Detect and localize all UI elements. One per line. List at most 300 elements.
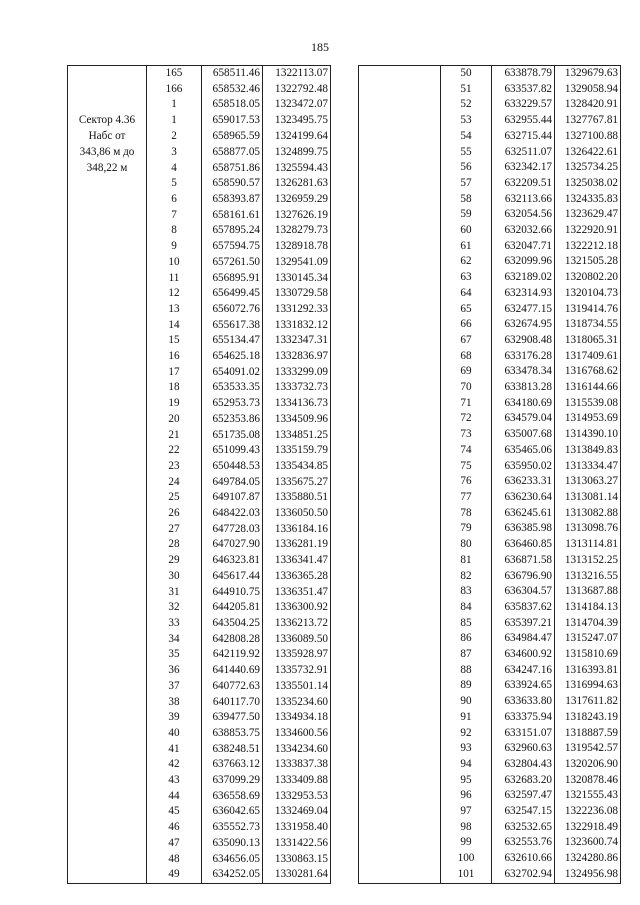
y-coordinate: 1335675.27 xyxy=(263,475,331,491)
table-row xyxy=(68,537,331,553)
x-coordinate: 648422.03 xyxy=(202,506,263,522)
point-number: 12 xyxy=(147,286,202,302)
table-row xyxy=(68,742,331,758)
table-row xyxy=(359,726,621,742)
table-row xyxy=(359,223,621,239)
sector-cell xyxy=(68,271,147,287)
y-coordinate: 1330729.58 xyxy=(263,286,331,302)
x-coordinate: 636796.90 xyxy=(492,569,555,585)
point-number: 59 xyxy=(441,207,492,223)
sector-cell xyxy=(359,66,441,82)
point-number: 96 xyxy=(441,788,492,804)
y-coordinate: 1336213.72 xyxy=(263,616,331,632)
point-number: 82 xyxy=(441,569,492,585)
sector-cell xyxy=(359,835,441,851)
x-coordinate: 633633.80 xyxy=(492,694,555,710)
sector-cell xyxy=(359,694,441,710)
point-number: 90 xyxy=(441,694,492,710)
table-row xyxy=(68,176,331,192)
sector-cell xyxy=(359,741,441,757)
sector-cell xyxy=(68,333,147,349)
point-number: 56 xyxy=(441,160,492,176)
point-number: 22 xyxy=(147,443,202,459)
y-coordinate: 1334136.73 xyxy=(263,396,331,412)
table-row xyxy=(359,145,621,161)
table-row xyxy=(359,851,621,867)
x-coordinate: 636304.57 xyxy=(492,584,555,600)
y-coordinate: 1316768.62 xyxy=(555,364,621,380)
sector-cell xyxy=(68,82,147,98)
point-number: 69 xyxy=(441,364,492,380)
table-row xyxy=(359,710,621,726)
table-row xyxy=(359,443,621,459)
y-coordinate: 1316393.81 xyxy=(555,663,621,679)
sector-cell xyxy=(68,647,147,663)
y-coordinate: 1322113.07 xyxy=(263,66,331,82)
table-row xyxy=(359,694,621,710)
sector-cell xyxy=(359,459,441,475)
sector-cell xyxy=(68,600,147,616)
y-coordinate: 1321505.28 xyxy=(555,254,621,270)
sector-cell xyxy=(359,616,441,632)
sector-cell xyxy=(359,82,441,98)
point-number: 73 xyxy=(441,427,492,443)
y-coordinate: 1325038.02 xyxy=(555,176,621,192)
point-number: 85 xyxy=(441,616,492,632)
x-coordinate: 658532.46 xyxy=(202,82,263,98)
sector-cell xyxy=(68,239,147,255)
x-coordinate: 632553.76 xyxy=(492,835,555,851)
sector-cell xyxy=(68,349,147,365)
point-number: 101 xyxy=(441,867,492,883)
y-coordinate: 1326422.61 xyxy=(555,145,621,161)
x-coordinate: 635837.62 xyxy=(492,600,555,616)
y-coordinate: 1321555.43 xyxy=(555,788,621,804)
x-coordinate: 634656.05 xyxy=(202,852,263,868)
y-coordinate: 1335159.79 xyxy=(263,443,331,459)
point-number: 98 xyxy=(441,820,492,836)
point-number: 31 xyxy=(147,585,202,601)
x-coordinate: 635465.06 xyxy=(492,443,555,459)
x-coordinate: 654091.02 xyxy=(202,365,263,381)
x-coordinate: 658965.59 xyxy=(202,129,263,145)
table-row xyxy=(68,836,331,852)
x-coordinate: 644205.81 xyxy=(202,600,263,616)
point-number: 77 xyxy=(441,490,492,506)
x-coordinate: 632032.66 xyxy=(492,223,555,239)
x-coordinate: 633151.07 xyxy=(492,726,555,742)
table-row xyxy=(359,616,621,632)
table-row xyxy=(359,113,621,129)
table-row xyxy=(68,804,331,820)
sector-cell xyxy=(359,129,441,145)
table-row xyxy=(359,835,621,851)
table-row xyxy=(68,710,331,726)
point-number: 5 xyxy=(147,176,202,192)
table-row xyxy=(68,773,331,789)
y-coordinate: 1335732.91 xyxy=(263,663,331,679)
table-row xyxy=(68,97,331,113)
x-coordinate: 658751.86 xyxy=(202,161,263,177)
y-coordinate: 1315810.69 xyxy=(555,647,621,663)
table-row xyxy=(359,788,621,804)
y-coordinate: 1316144.66 xyxy=(555,380,621,396)
y-coordinate: 1313081.14 xyxy=(555,490,621,506)
point-number: 1 xyxy=(147,113,202,129)
x-coordinate: 643504.25 xyxy=(202,616,263,632)
y-coordinate: 1328420.91 xyxy=(555,97,621,113)
sector-cell xyxy=(359,788,441,804)
y-coordinate: 1320878.46 xyxy=(555,773,621,789)
point-number: 76 xyxy=(441,474,492,490)
y-coordinate: 1336341.47 xyxy=(263,553,331,569)
y-coordinate: 1331958.40 xyxy=(263,820,331,836)
x-coordinate: 647027.90 xyxy=(202,537,263,553)
sector-cell xyxy=(359,160,441,176)
x-coordinate: 632683.20 xyxy=(492,773,555,789)
point-number: 58 xyxy=(441,192,492,208)
y-coordinate: 1322792.48 xyxy=(263,82,331,98)
sector-cell xyxy=(68,223,147,239)
y-coordinate: 1318243.19 xyxy=(555,710,621,726)
x-coordinate: 632314.93 xyxy=(492,286,555,302)
x-coordinate: 632047.71 xyxy=(492,239,555,255)
sector-cell xyxy=(68,475,147,491)
point-number: 41 xyxy=(147,742,202,758)
point-number: 60 xyxy=(441,223,492,239)
sector-cell xyxy=(68,506,147,522)
x-coordinate: 633924.65 xyxy=(492,678,555,694)
y-coordinate: 1329679.63 xyxy=(555,66,621,82)
point-number: 94 xyxy=(441,757,492,773)
point-number: 13 xyxy=(147,302,202,318)
x-coordinate: 659017.53 xyxy=(202,113,263,129)
point-number: 53 xyxy=(441,113,492,129)
sector-cell xyxy=(359,569,441,585)
point-number: 35 xyxy=(147,647,202,663)
point-number: 43 xyxy=(147,773,202,789)
sector-cell xyxy=(359,584,441,600)
table-row xyxy=(359,506,621,522)
x-coordinate: 658161.61 xyxy=(202,208,263,224)
table-row xyxy=(359,302,621,318)
table-row xyxy=(68,679,331,695)
x-coordinate: 633878.79 xyxy=(492,66,555,82)
table-row xyxy=(359,129,621,145)
point-number: 75 xyxy=(441,459,492,475)
x-coordinate: 658393.87 xyxy=(202,192,263,208)
y-coordinate: 1336184.16 xyxy=(263,522,331,538)
table-row xyxy=(68,113,331,129)
point-number: 63 xyxy=(441,270,492,286)
table-row xyxy=(68,459,331,475)
table-row xyxy=(68,632,331,648)
y-coordinate: 1319542.57 xyxy=(555,741,621,757)
y-coordinate: 1326959.29 xyxy=(263,192,331,208)
point-number: 86 xyxy=(441,631,492,647)
x-coordinate: 634180.69 xyxy=(492,396,555,412)
x-coordinate: 636230.64 xyxy=(492,490,555,506)
table-row xyxy=(359,66,621,82)
y-coordinate: 1334851.25 xyxy=(263,428,331,444)
sector-cell xyxy=(359,207,441,223)
y-coordinate: 1325594.43 xyxy=(263,161,331,177)
point-number: 55 xyxy=(441,145,492,161)
x-coordinate: 632908.48 xyxy=(492,333,555,349)
y-coordinate: 1336050.50 xyxy=(263,506,331,522)
point-number: 18 xyxy=(147,380,202,396)
sector-cell xyxy=(68,365,147,381)
x-coordinate: 637663.12 xyxy=(202,757,263,773)
x-coordinate: 632342.17 xyxy=(492,160,555,176)
table-row xyxy=(68,396,331,412)
x-coordinate: 632099.96 xyxy=(492,254,555,270)
x-coordinate: 632597.47 xyxy=(492,788,555,804)
y-coordinate: 1322212.18 xyxy=(555,239,621,255)
x-coordinate: 632610.66 xyxy=(492,851,555,867)
y-coordinate: 1318887.59 xyxy=(555,726,621,742)
y-coordinate: 1314184.13 xyxy=(555,600,621,616)
y-coordinate: 1325734.25 xyxy=(555,160,621,176)
sector-cell xyxy=(359,710,441,726)
table-row xyxy=(359,317,621,333)
x-coordinate: 636385.98 xyxy=(492,521,555,537)
y-coordinate: 1335880.51 xyxy=(263,490,331,506)
x-coordinate: 632960.63 xyxy=(492,741,555,757)
point-number: 24 xyxy=(147,475,202,491)
sector-cell xyxy=(359,490,441,506)
sector-cell xyxy=(68,113,147,176)
y-coordinate: 1327626.19 xyxy=(263,208,331,224)
page-number: 185 xyxy=(311,40,329,54)
x-coordinate: 635950.02 xyxy=(492,459,555,475)
sector-cell xyxy=(359,192,441,208)
table-row xyxy=(68,522,331,538)
y-coordinate: 1334600.56 xyxy=(263,726,331,742)
sector-cell xyxy=(68,804,147,820)
y-coordinate: 1313114.81 xyxy=(555,537,621,553)
point-number: 6 xyxy=(147,192,202,208)
x-coordinate: 632702.94 xyxy=(492,867,555,883)
table-row xyxy=(359,804,621,820)
x-coordinate: 654625.18 xyxy=(202,349,263,365)
y-coordinate: 1315539.08 xyxy=(555,396,621,412)
point-number: 78 xyxy=(441,506,492,522)
y-coordinate: 1313334.47 xyxy=(555,459,621,475)
x-coordinate: 647728.03 xyxy=(202,522,263,538)
x-coordinate: 634600.92 xyxy=(492,647,555,663)
table-row xyxy=(68,302,331,318)
point-number: 71 xyxy=(441,396,492,412)
point-number: 66 xyxy=(441,317,492,333)
table-row xyxy=(68,820,331,836)
y-coordinate: 1327767.81 xyxy=(555,113,621,129)
point-number: 8 xyxy=(147,223,202,239)
table-row xyxy=(68,695,331,711)
table-row xyxy=(359,176,621,192)
y-coordinate: 1317409.61 xyxy=(555,349,621,365)
table-row xyxy=(68,349,331,365)
y-coordinate: 1333837.38 xyxy=(263,757,331,773)
y-coordinate: 1324956.98 xyxy=(555,867,621,883)
x-coordinate: 638248.51 xyxy=(202,742,263,758)
x-coordinate: 640117.70 xyxy=(202,695,263,711)
x-coordinate: 636042.65 xyxy=(202,804,263,820)
point-number: 2 xyxy=(147,129,202,145)
x-coordinate: 634247.16 xyxy=(492,663,555,679)
point-number: 61 xyxy=(441,239,492,255)
sector-cell xyxy=(359,663,441,679)
table-row xyxy=(68,475,331,491)
y-coordinate: 1332469.04 xyxy=(263,804,331,820)
point-number: 46 xyxy=(147,820,202,836)
sector-cell xyxy=(68,302,147,318)
sector-label-line3: 343,86 м до xyxy=(79,145,135,158)
x-coordinate: 632054.56 xyxy=(492,207,555,223)
y-coordinate: 1324280.86 xyxy=(555,851,621,867)
y-coordinate: 1323472.07 xyxy=(263,97,331,113)
sector-cell xyxy=(68,789,147,805)
sector-label-line2: Набс от xyxy=(88,129,126,142)
y-coordinate: 1313216.55 xyxy=(555,569,621,585)
point-number: 81 xyxy=(441,553,492,569)
sector-cell xyxy=(359,223,441,239)
y-coordinate: 1330281.64 xyxy=(263,867,331,883)
y-coordinate: 1332347.31 xyxy=(263,333,331,349)
sector-cell xyxy=(359,443,441,459)
point-number: 67 xyxy=(441,333,492,349)
y-coordinate: 1324899.75 xyxy=(263,145,331,161)
point-number: 83 xyxy=(441,584,492,600)
sector-cell xyxy=(359,349,441,365)
point-number: 19 xyxy=(147,396,202,412)
y-coordinate: 1334509.96 xyxy=(263,412,331,428)
table-row xyxy=(359,82,621,98)
y-coordinate: 1313063.27 xyxy=(555,474,621,490)
x-coordinate: 632511.07 xyxy=(492,145,555,161)
table-row xyxy=(68,82,331,98)
x-coordinate: 640772.63 xyxy=(202,679,263,695)
table-row xyxy=(68,553,331,569)
x-coordinate: 642119.92 xyxy=(202,647,263,663)
sector-cell xyxy=(68,443,147,459)
point-number: 88 xyxy=(441,663,492,679)
y-coordinate: 1315247.07 xyxy=(555,631,621,647)
point-number: 40 xyxy=(147,726,202,742)
x-coordinate: 632532.65 xyxy=(492,820,555,836)
x-coordinate: 636233.31 xyxy=(492,474,555,490)
point-number: 37 xyxy=(147,679,202,695)
table-row xyxy=(68,380,331,396)
point-number: 68 xyxy=(441,349,492,365)
x-coordinate: 636245.61 xyxy=(492,506,555,522)
table-row xyxy=(68,365,331,381)
y-coordinate: 1313082.88 xyxy=(555,506,621,522)
sector-cell xyxy=(359,474,441,490)
y-coordinate: 1336281.19 xyxy=(263,537,331,553)
table-row xyxy=(359,474,621,490)
sector-cell xyxy=(68,585,147,601)
table-row xyxy=(359,663,621,679)
point-number: 26 xyxy=(147,506,202,522)
table-row xyxy=(359,867,621,883)
x-coordinate: 632113.66 xyxy=(492,192,555,208)
y-coordinate: 1335928.97 xyxy=(263,647,331,663)
y-coordinate: 1313152.25 xyxy=(555,553,621,569)
sector-cell xyxy=(68,176,147,192)
x-coordinate: 649784.05 xyxy=(202,475,263,491)
y-coordinate: 1318065.31 xyxy=(555,333,621,349)
point-number: 42 xyxy=(147,757,202,773)
y-coordinate: 1327100.88 xyxy=(555,129,621,145)
point-number: 92 xyxy=(441,726,492,742)
point-number: 30 xyxy=(147,569,202,585)
table-row xyxy=(68,757,331,773)
sector-cell xyxy=(68,522,147,538)
y-coordinate: 1336089.50 xyxy=(263,632,331,648)
point-number: 64 xyxy=(441,286,492,302)
table-row xyxy=(359,160,621,176)
table-row xyxy=(68,600,331,616)
table-row xyxy=(68,333,331,349)
sector-cell xyxy=(359,427,441,443)
y-coordinate: 1330863.15 xyxy=(263,852,331,868)
x-coordinate: 650448.53 xyxy=(202,459,263,475)
point-number: 65 xyxy=(441,302,492,318)
table-row xyxy=(359,364,621,380)
point-number: 62 xyxy=(441,254,492,270)
table-row xyxy=(68,726,331,742)
point-number: 17 xyxy=(147,365,202,381)
x-coordinate: 658590.57 xyxy=(202,176,263,192)
y-coordinate: 1322918.49 xyxy=(555,820,621,836)
y-coordinate: 1313687.88 xyxy=(555,584,621,600)
point-number: 97 xyxy=(441,804,492,820)
y-coordinate: 1332836.97 xyxy=(263,349,331,365)
y-coordinate: 1328918.78 xyxy=(263,239,331,255)
table-row xyxy=(359,349,621,365)
table-row xyxy=(68,789,331,805)
x-coordinate: 632955.44 xyxy=(492,113,555,129)
x-coordinate: 632547.15 xyxy=(492,804,555,820)
point-number: 166 xyxy=(147,82,202,98)
sector-cell xyxy=(359,380,441,396)
x-coordinate: 633478.34 xyxy=(492,364,555,380)
table-row xyxy=(68,66,331,82)
point-number: 10 xyxy=(147,255,202,271)
y-coordinate: 1314953.69 xyxy=(555,411,621,427)
table-row xyxy=(359,741,621,757)
sector-cell xyxy=(68,836,147,852)
sector-cell xyxy=(359,647,441,663)
y-coordinate: 1322236.08 xyxy=(555,804,621,820)
sector-cell xyxy=(359,804,441,820)
point-number: 70 xyxy=(441,380,492,396)
table-row xyxy=(68,616,331,632)
table-row xyxy=(359,600,621,616)
sector-cell xyxy=(359,537,441,553)
table-row xyxy=(68,255,331,271)
point-number: 25 xyxy=(147,490,202,506)
point-number: 33 xyxy=(147,616,202,632)
x-coordinate: 634252.05 xyxy=(202,867,263,883)
sector-cell xyxy=(68,318,147,334)
table-row xyxy=(359,427,621,443)
y-coordinate: 1331422.56 xyxy=(263,836,331,852)
point-number: 11 xyxy=(147,271,202,287)
sector-cell xyxy=(68,537,147,553)
table-row xyxy=(68,663,331,679)
